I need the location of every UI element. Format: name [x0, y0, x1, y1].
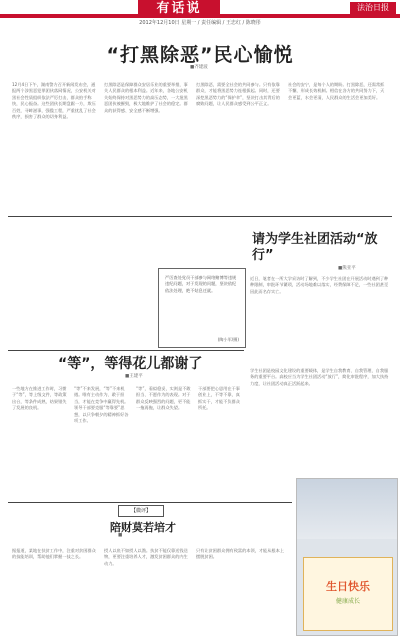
article2-col1: 近日，笔者在一所大学采访时了解到，不少学生社团在开展活动时遇到了种种限制，审批环节繁琐，活动场地难以落实，经费保障不足，一些社团甚至因此而名存实亡。	[250, 276, 389, 294]
quote-text: 严厉查处党员干部参与网络赌博等违规违纪问题，对于发现的问题，坚决依纪依法处理，绝不姑息迁就。	[165, 275, 237, 293]
photo-background	[297, 479, 397, 539]
column-title: 有话说	[138, 0, 220, 18]
article2-byline: ■熊亚平	[338, 266, 356, 271]
article1-col3: 打黑除恶，需要全社会的共同参与。只有依靠群众，才能将黑恶势力连根拔起。同时，还要深挖黑恶势力的“保护伞”，坚决打击其背后的腐败问题，让人民群众感受到公平正义。	[196, 82, 280, 107]
photo-advertisement	[296, 478, 398, 636]
article1-col4: 社会的安宁，是每个人的期盼。打黑除恶，还需常抓不懈，形成长效机制。相信在各方的共同努力下，天会更蓝，水会更清，人民群众的生活会更加美好。	[288, 82, 385, 100]
section-divider-2	[8, 350, 244, 351]
article4-col2: 授人以鱼不如授人以渔。扶贫不能仅靠送钱送物，更要注重培养人才，激发贫困群众的内生动力。	[104, 548, 188, 566]
quote-box	[158, 268, 246, 348]
ad-subtitle: 健康成长	[335, 598, 360, 605]
paper-logo: 法治日报	[350, 2, 396, 14]
article3-col3: “等”，看似稳妥，实则是不敢担当、不愿作为的表现。对于群众反映强烈的问题，更不能一拖再拖，让群众失望。	[136, 386, 191, 411]
page-header	[0, 0, 400, 20]
article3-title: “等”，等得花儿都谢了	[58, 356, 203, 372]
article1-col1: 12月4日下午，湖南警方召开新闻发布会，通报两个涉黑恶犯罪团伙落网情况，公安机关对黑社会性质组织依法严厉打击，群众拍手称快，民心振奋。这些团伙长期盘踞一方，欺压百姓，寻衅滋事，强揽工程，严重扰乱了社会秩序，损害了群众的切身利益。	[12, 82, 96, 120]
page-info-line: 2012年12月10日 星期一 / 责任编辑 / 王忠红 / 陈晓彤	[139, 20, 261, 26]
article2-col2: 学生社团是校园文化建设的重要载体，是学生自我教育、自我管理、自我服务的重要平台。高校应当为学生社团活动“放行”，简化审批程序，加大扶持力度，让社团活动真正活跃起来。	[250, 368, 389, 386]
article4-col3: 只有让贫困群众拥有致富的本领，才能从根本上摆脱贫困。	[196, 548, 284, 560]
article4-col1: 据报道，某地在扶贫工作中，注重对贫困群众的技能培训，帮助他们掌握一技之长。	[12, 548, 96, 560]
section-divider-3	[8, 502, 292, 503]
article3-col1: 一些地方在推进工作时，习惯于“等”，等上级文件，等政策出台，等条件成熟，结果错失了发展的良机。	[12, 386, 67, 411]
ad-banner	[303, 557, 393, 631]
ad-title: 生日快乐	[326, 580, 370, 593]
article3-col2: “等”不来发展，“等”不来机遇。唯有主动作为、敢于担当，才能在竞争中赢得先机。领导干部要克服“等靠要”思想，以只争朝夕的精神抓好各项工作。	[74, 386, 129, 424]
quote-source: (陶小军/摄)	[217, 337, 239, 342]
article2-title: 请为学生社团活动“放行”	[252, 232, 378, 263]
article3-byline: ■王建平	[125, 374, 143, 379]
article1-byline: ■齐建波	[190, 65, 208, 70]
article4-title: 陪财莫若培才	[110, 521, 176, 534]
micro-commentary-tag: 【微评】	[118, 505, 164, 517]
section-divider-1	[8, 216, 392, 217]
article1-title: “打黑除恶”民心愉悦	[106, 44, 294, 66]
article4-byline: ■	[118, 533, 123, 538]
article1-col2: 打黑除恶是保障群众安居乐业的重要举措，事关人民群众的根本利益。近年来，各地公安机关始终保持对黑恶势力的高压态势，一大批黑恶团伙被摧毁，极大地维护了社会的稳定。群众的获得感、安全感不断增强。	[104, 82, 188, 113]
article3-col4: 干部要把心思用在干事创业上，不等不靠，真抓实干，才能不负群众所托。	[198, 386, 240, 411]
